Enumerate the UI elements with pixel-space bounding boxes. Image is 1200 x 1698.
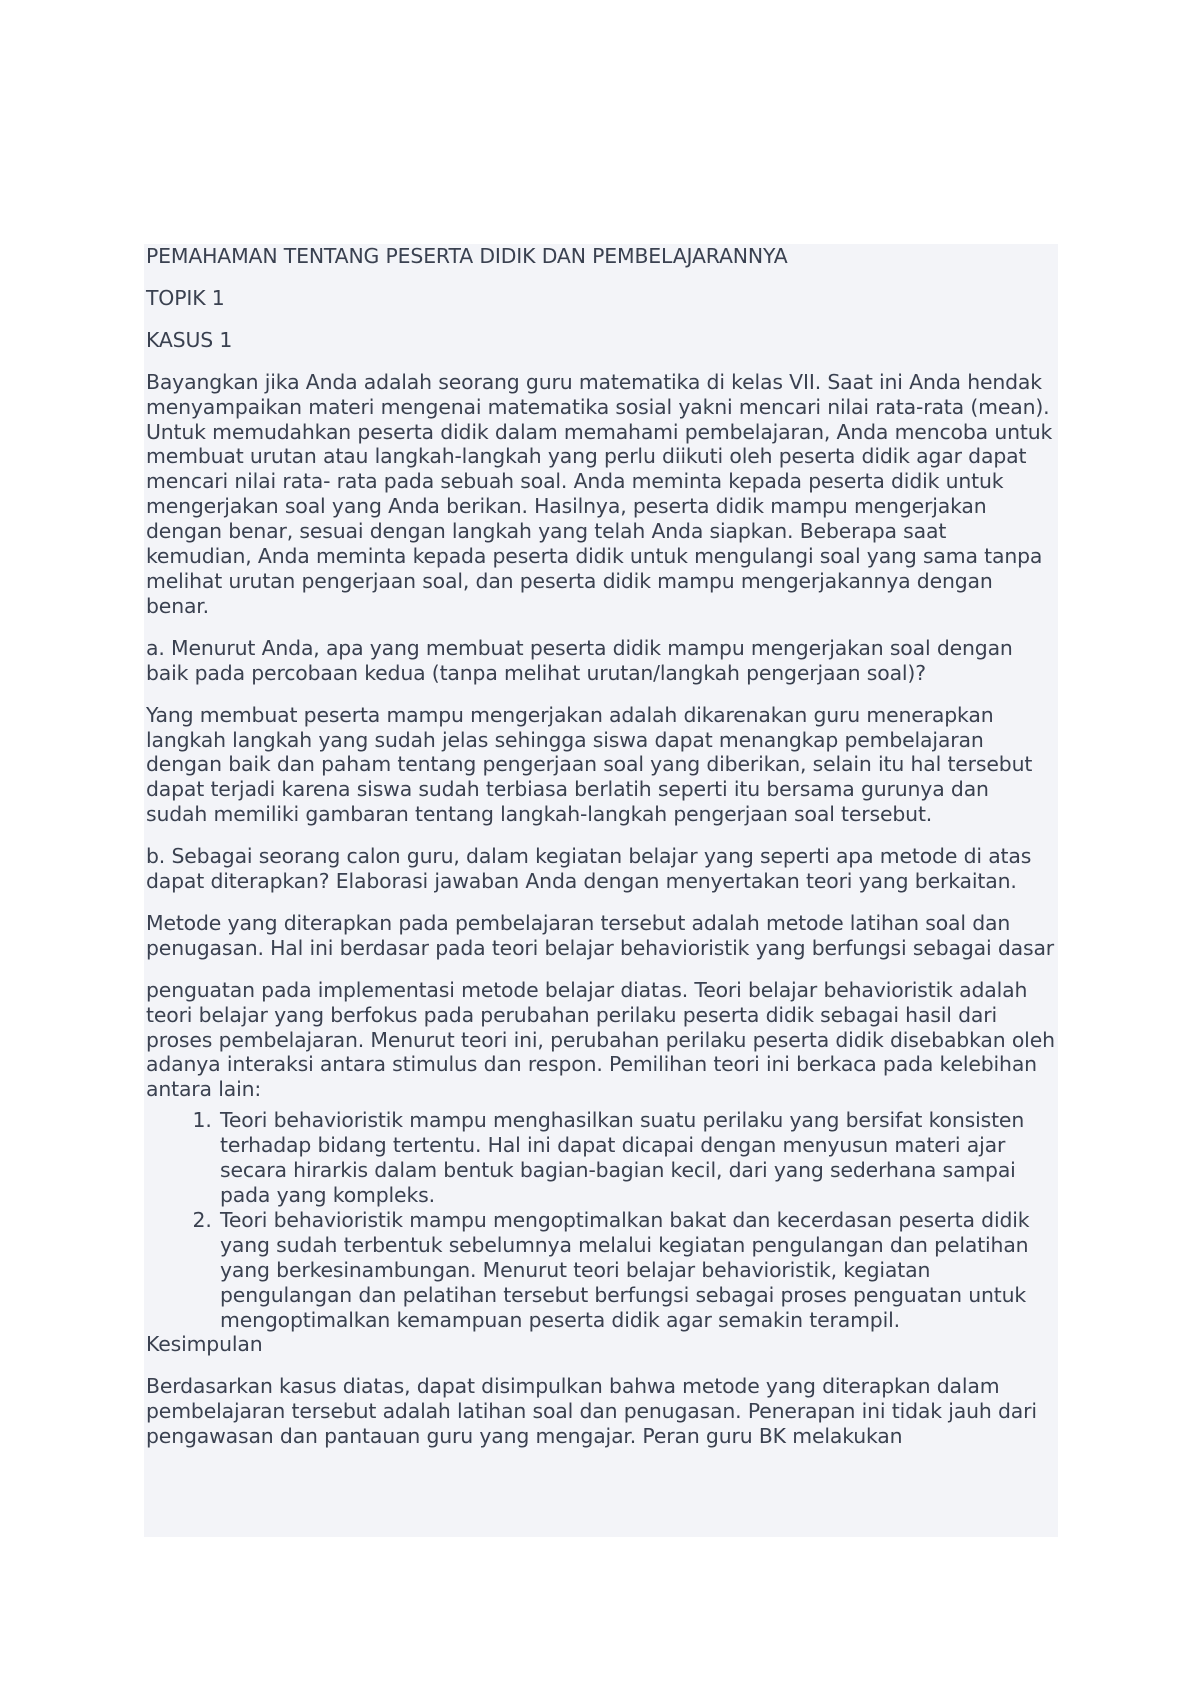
topic-heading: TOPIK 1	[146, 285, 225, 310]
conclusion-paragraph: Berdasarkan kasus diatas, dapat disimpulkan bahwa metode yang diterapkan dalam pembelajaran tersebut adalah latihan soal dan penugasan. Penerapan ini tidak jauh dari pengawasan dan pantauan guru yang mengajar. Peran guru BK melakukan	[146, 1374, 1037, 1449]
case-heading: KASUS 1	[146, 327, 233, 352]
advantages-list	[146, 1108, 1056, 1332]
question-b: b. Sebagai seorang calon guru, dalam kegiatan belajar yang seperti apa metode di atas dapat diterapkan? Elaborasi jawaban Anda dengan menyertakan teori yang berkaitan.	[146, 844, 1032, 894]
answer-b-paragraph-1: Metode yang diterapkan pada pembelajaran tersebut adalah metode latihan soal dan penugasan. Hal ini berdasar pada teori belajar behavioristik yang berfungsi sebagai dasar	[146, 910, 1055, 960]
list-item: 2. Teori behavioristik mampu mengoptimalkan bakat dan kecerdasan peserta didik yang sudah terbentuk sebelumnya melalui kegiatan pengulangan dan pelatihan yang berkesinambungan. Menurut teori belajar behavioristik, kegiatan pengulangan dan pelatihan tersebut berfungsi sebagai proses penguatan untuk mengoptimalkan kemampuan peserta didik agar semakin terampil.	[218, 1208, 1056, 1333]
list-item: 1. Teori behavioristik mampu menghasilkan suatu perilaku yang bersifat konsisten terhadap bidang tertentu. Hal ini dapat dicapai dengan menyusun materi ajar secara hirarkis dalam bentuk bagian-bagian kecil, dari yang sederhana sampai pada yang kompleks.	[218, 1108, 1056, 1208]
intro-paragraph: Bayangkan jika Anda adalah seorang guru matematika di kelas VII. Saat ini Anda hendak menyampaikan materi mengenai matematika sosial yakni mencari nilai rata-rata (mean). Untuk memudahkan peserta didik dalam memahami pembelajaran, Anda mencoba untuk membuat urutan atau langkah-langkah yang perlu diikuti oleh peserta didik agar dapat mencari nilai rata- rata pada sebuah soal. Anda meminta kepada peserta didik untuk mengerjakan soal yang Anda berikan. Hasilnya, peserta didik mampu mengerjakan dengan benar, sesuai dengan langkah yang telah Anda siapkan. Beberapa saat kemudian, Anda meminta kepada peserta didik untuk mengulangi soal yang sama tanpa melihat urutan pengerjaan soal, dan peserta didik mampu mengerjakannya dengan benar.	[146, 369, 1053, 618]
answer-b-paragraph-2: penguatan pada implementasi metode belajar diatas. Teori belajar behavioristik adalah teori belajar yang berfokus pada perubahan perilaku peserta didik sebagai hasil dari proses pembelajaran. Menurut teori ini, perubahan perilaku peserta didik disebabkan oleh adanya interaksi antara stimulus dan respon. Pemilihan teori ini berkaca pada kelebihan antara lain:	[146, 977, 1055, 1102]
answer-a: Yang membuat peserta mampu mengerjakan adalah dikarenakan guru menerapkan langkah langkah yang sudah jelas sehingga siswa dapat menangkap pembelajaran dengan baik dan paham tentang pengerjaan soal yang diberikan, selain itu hal tersebut dapat terjadi karena siswa sudah terbiasa berlatih seperti itu bersama gurunya dan sudah memiliki gambaran tentang langkah-langkah pengerjaan soal tersebut.	[146, 702, 1033, 827]
document-title: PEMAHAMAN TENTANG PESERTA DIDIK DAN PEMBELAJARANNYA	[146, 244, 788, 268]
document-content	[144, 244, 1058, 1537]
question-a: a. Menurut Anda, apa yang membuat peserta didik mampu mengerjakan soal dengan baik pada percobaan kedua (tanpa melihat urutan/langkah pengerjaan soal)?	[146, 635, 1013, 685]
conclusion-heading: Kesimpulan	[146, 1332, 263, 1357]
